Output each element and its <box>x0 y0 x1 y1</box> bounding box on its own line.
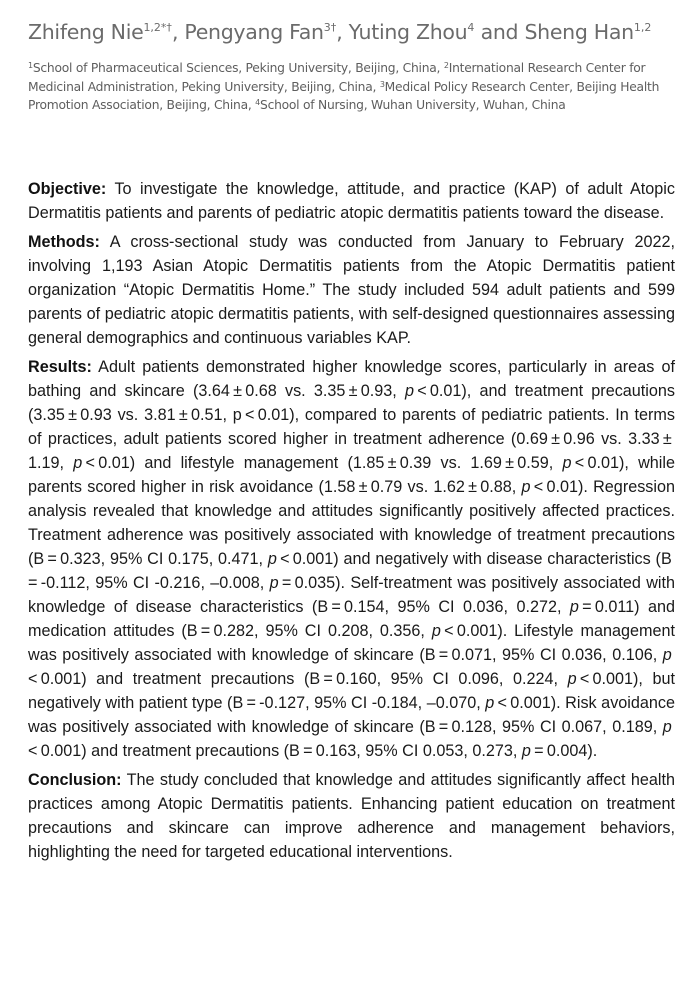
section-text: To investigate the knowledge, attitude, and practice (KAP) of adult Atopic Dermatitis patients and parents of pediatric atopic dermatitis patients toward the disease. <box>28 180 675 222</box>
section-text: < 0.001) and negatively with disease characteristics (B = -0.112, 95% CI -0.216, –0.008, <box>28 550 675 592</box>
author-separator: , <box>171 20 185 44</box>
section-text: < 0.001). Risk avoidance was positively associated with knowledge of skincare (B = 0.128, 95% CI 0.067, 0.189, <box>28 694 675 736</box>
section-text: < 0.01), while parents scored higher in risk avoidance (1.58 ± 0.79 vs. 1.62 ± 0.88, <box>28 454 675 496</box>
abstract-objective <box>28 177 675 225</box>
affiliation: School of Nursing, Wuhan University, Wuhan, China <box>260 98 566 112</box>
author-affiliation-marker: 3† <box>323 21 337 34</box>
affiliation-list <box>28 60 683 116</box>
author-separator: , <box>336 20 349 44</box>
abstract <box>28 177 675 869</box>
author <box>524 20 651 44</box>
section-text: < 0.001), but negatively with patient type (B = -0.127, 95% CI -0.184, –0.070, <box>28 670 675 712</box>
section-text: A cross-sectional study was conducted from January to February 2022, involving 1,193 Asian Atopic Dermatitis patients from the Atopic Dermatitis patient organization “Atopic Dermatitis Home.” The study included 594 adult patients and 599 parents of pediatric atopic dermatitis patients, with self-designed questionnaires assessing general demographics and continuous variables KAP. <box>28 233 675 347</box>
author-affiliation-marker: 1,2 <box>633 21 652 34</box>
section-text: < 0.01), and treatment precautions (3.35 ± 0.93 vs. 3.81 ± 0.51, p < 0.01), compared to parents of pediatric patients. In terms of practices, adult patients scored higher in treatment adherence (0.69 ± 0.96 vs. 3.33 ± 1.19, <box>28 382 675 472</box>
section-text: = 0.035). Self-treatment was positively associated with knowledge of disease characteristics (B = 0.154, 95% CI 0.036, 0.272, <box>28 574 675 616</box>
p-value-symbol: p <box>404 382 414 400</box>
p-value-symbol: p <box>73 454 83 472</box>
section-text: < 0.001) and treatment precautions (B = 0.160, 95% CI 0.096, 0.224, <box>28 646 675 688</box>
affiliation-marker: 2 <box>443 61 449 70</box>
p-value-symbol: p <box>431 622 441 640</box>
p-value-symbol: p <box>662 646 672 664</box>
section-text: < 0.001) and treatment precautions (B = 0.163, 95% CI 0.053, 0.273, <box>28 718 675 760</box>
affiliation: International Research Center for Medicinal Administration, Peking University, Beijing, China, <box>28 61 646 94</box>
p-value-symbol: p <box>662 718 672 736</box>
abstract-conclusion <box>28 768 675 864</box>
section-text: = 0.011) and medication attitudes (B = 0.282, 95% CI 0.208, 0.356, <box>28 598 676 640</box>
section-text: < 0.01). Regression analysis revealed that knowledge and attitudes significantly positively affected practices. Treatment adherence was positively associated with knowledge of treatment precautions (B = 0.323, 95% CI 0.175, 0.471, <box>28 478 675 568</box>
abstract-results <box>28 355 675 763</box>
author-separator: and <box>474 20 525 44</box>
author-affiliation-marker: 4 <box>467 21 475 34</box>
section-text: The study concluded that knowledge and attitudes significantly affect health practices among Atopic Dermatitis patients. Enhancing patient education on treatment precautions and skincare can improve adherence and management behaviors, highlighting the need for targeted educational interventions. <box>28 771 675 861</box>
section-text: < 0.001). Lifestyle management was positively associated with knowledge of skincare (B = 0.071, 95% CI 0.036, 0.106, <box>28 622 675 664</box>
affiliation: School of Pharmaceutical Sciences, Peking University, Beijing, China, <box>32 61 444 75</box>
author <box>28 20 184 44</box>
section-label: Methods: <box>28 233 100 251</box>
section-label: Objective: <box>28 180 107 198</box>
author <box>349 20 525 44</box>
author-name: Yuting Zhou <box>348 20 468 44</box>
p-value-symbol: p <box>267 550 277 568</box>
p-value-symbol: p <box>567 670 577 688</box>
p-value-symbol: p <box>521 478 531 496</box>
p-value-symbol: p <box>269 574 279 592</box>
author-name: Zhifeng Nie <box>28 20 144 44</box>
p-value-symbol: p <box>562 454 572 472</box>
section-text: = 0.004). <box>530 742 598 760</box>
author-list <box>28 18 688 50</box>
author-affiliation-marker: 1,2*† <box>143 21 172 34</box>
p-value-symbol: p <box>569 598 579 616</box>
affiliation-marker: 4 <box>255 98 261 107</box>
author-name: Sheng Han <box>524 20 634 44</box>
section-label: Conclusion: <box>28 771 122 789</box>
affiliation-marker: 1 <box>28 61 33 70</box>
section-text: Adult patients demonstrated higher knowledge scores, particularly in areas of bathing and skincare (3.64 ± 0.68 vs. 3.35 ± 0.93, <box>28 358 675 400</box>
p-value-symbol: p <box>521 742 531 760</box>
abstract-methods <box>28 230 675 350</box>
section-label: Results: <box>28 358 92 376</box>
affiliation-marker: 3 <box>379 79 385 89</box>
p-value-symbol: p <box>485 694 495 712</box>
author-name: Pengyang Fan <box>184 20 324 44</box>
author <box>184 20 348 44</box>
section-text: < 0.01) and lifestyle management (1.85 ± 0.39 vs. 1.69 ± 0.59, <box>82 454 563 472</box>
affiliation: Medical Policy Research Center, Beijing Health Promotion Association, Beijing, China, <box>28 79 660 112</box>
